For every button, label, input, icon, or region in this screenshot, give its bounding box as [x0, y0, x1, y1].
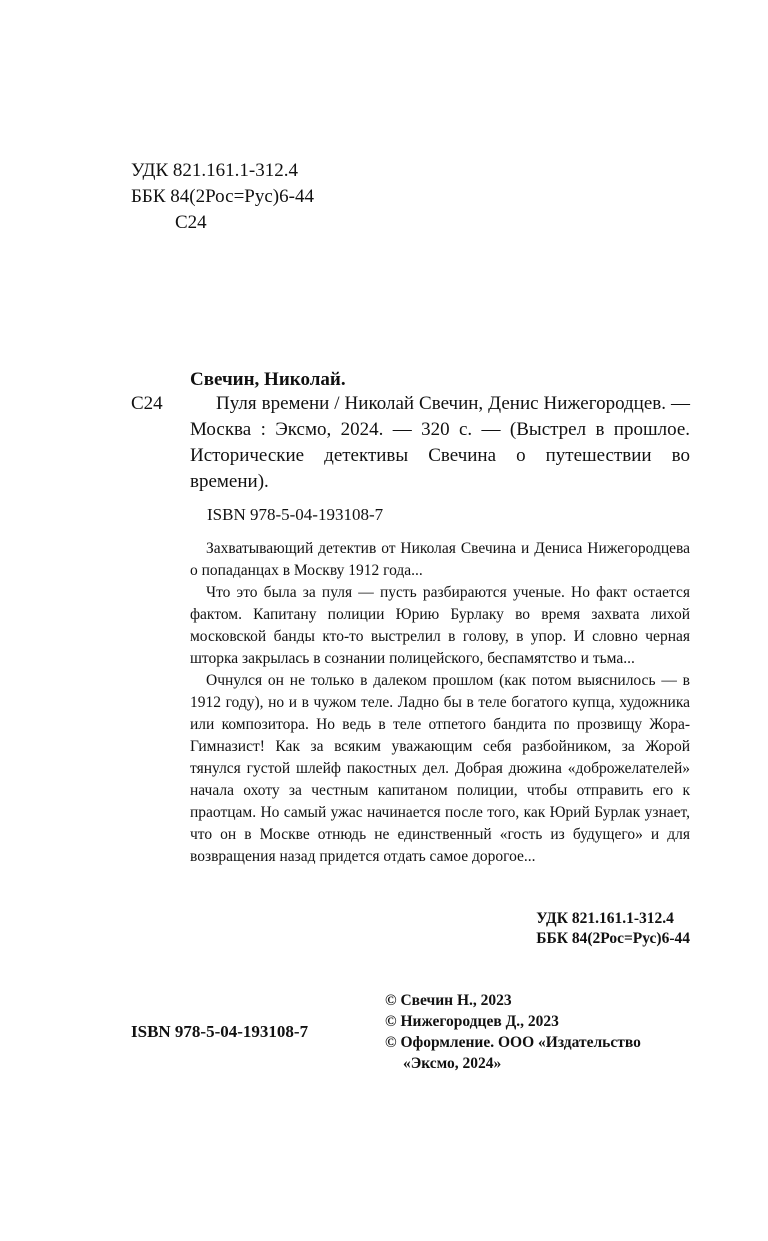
annotation-bbk: ББК 84(2Рос=Рус)6-44 — [536, 930, 690, 947]
author-heading: Свечин, Николай. — [190, 369, 346, 390]
classification-block — [131, 158, 314, 236]
copyright-design: © Оформление. ООО «Издательство — [385, 1034, 641, 1051]
bibliographic-entry: Пуля времени / Николай Свечин, Денис Нижегородцев. — Москва : Эксмо, 2024. — 320 с. — (Выстрел в прошлое. Исторические детективы Свечина о путешествии во времени). — [190, 393, 690, 492]
author-code: С24 — [175, 212, 207, 233]
bbk-code: ББК 84(2Рос=Рус)6-44 — [131, 186, 314, 207]
udk-code: УДК 821.161.1-312.4 — [131, 160, 298, 181]
footer-isbn: ISBN 978-5-04-193108-7 — [131, 1022, 309, 1041]
annotation-codes — [536, 909, 690, 949]
bib-author-code: С24 — [131, 393, 163, 414]
annotation-paragraph: Очнулся он не только в далеком прошлом (как потом выяснилось — в 1912 году), но и в чужом теле. Ладно бы в теле богатого купца, художника или композитора. Но ведь в теле отпетого бандита по прозвищу Жора-Гимназист! Как за всяким уважающим себя разбойником, за Жорой тянулся густой шлейф пакостных дел. Добрая дюжина «доброжелателей» начала охоту за честным капитаном полиции, чтобы отправить его к праотцам. Но самый ужас начинается после того, как Юрий Бурлак узнает, что он в Москве отнюдь не единственный «гость из будущего» и для возвращения назад придется отдать самое дорогое... — [190, 672, 690, 865]
annotation-paragraph: Захватывающий детектив от Николая Свечина и Дениса Нижегородцева о попаданцах в Москву 1912 года... — [190, 540, 690, 579]
annotation-udk: УДК 821.161.1-312.4 — [536, 910, 674, 927]
copyright-author-2: © Нижегородцев Д., 2023 — [385, 1013, 559, 1030]
copyright-design-cont: «Эксмо, 2024» — [403, 1055, 502, 1072]
annotation — [190, 538, 690, 868]
annotation-paragraph: Что это была за пуля — пусть разбираются ученые. Но факт остается фактом. Капитану полиции Юрию Бурлаку во время захвата лихой московской банды кто-то выстрелил в голову, в упор. И словно черная шторка закрылась в сознании полицейского, беспамятство и тьма... — [190, 584, 690, 667]
bib-isbn: ISBN 978-5-04-193108-7 — [207, 505, 384, 524]
copyright-notices — [385, 990, 705, 1074]
copyright-author-1: © Свечин Н., 2023 — [385, 992, 512, 1009]
